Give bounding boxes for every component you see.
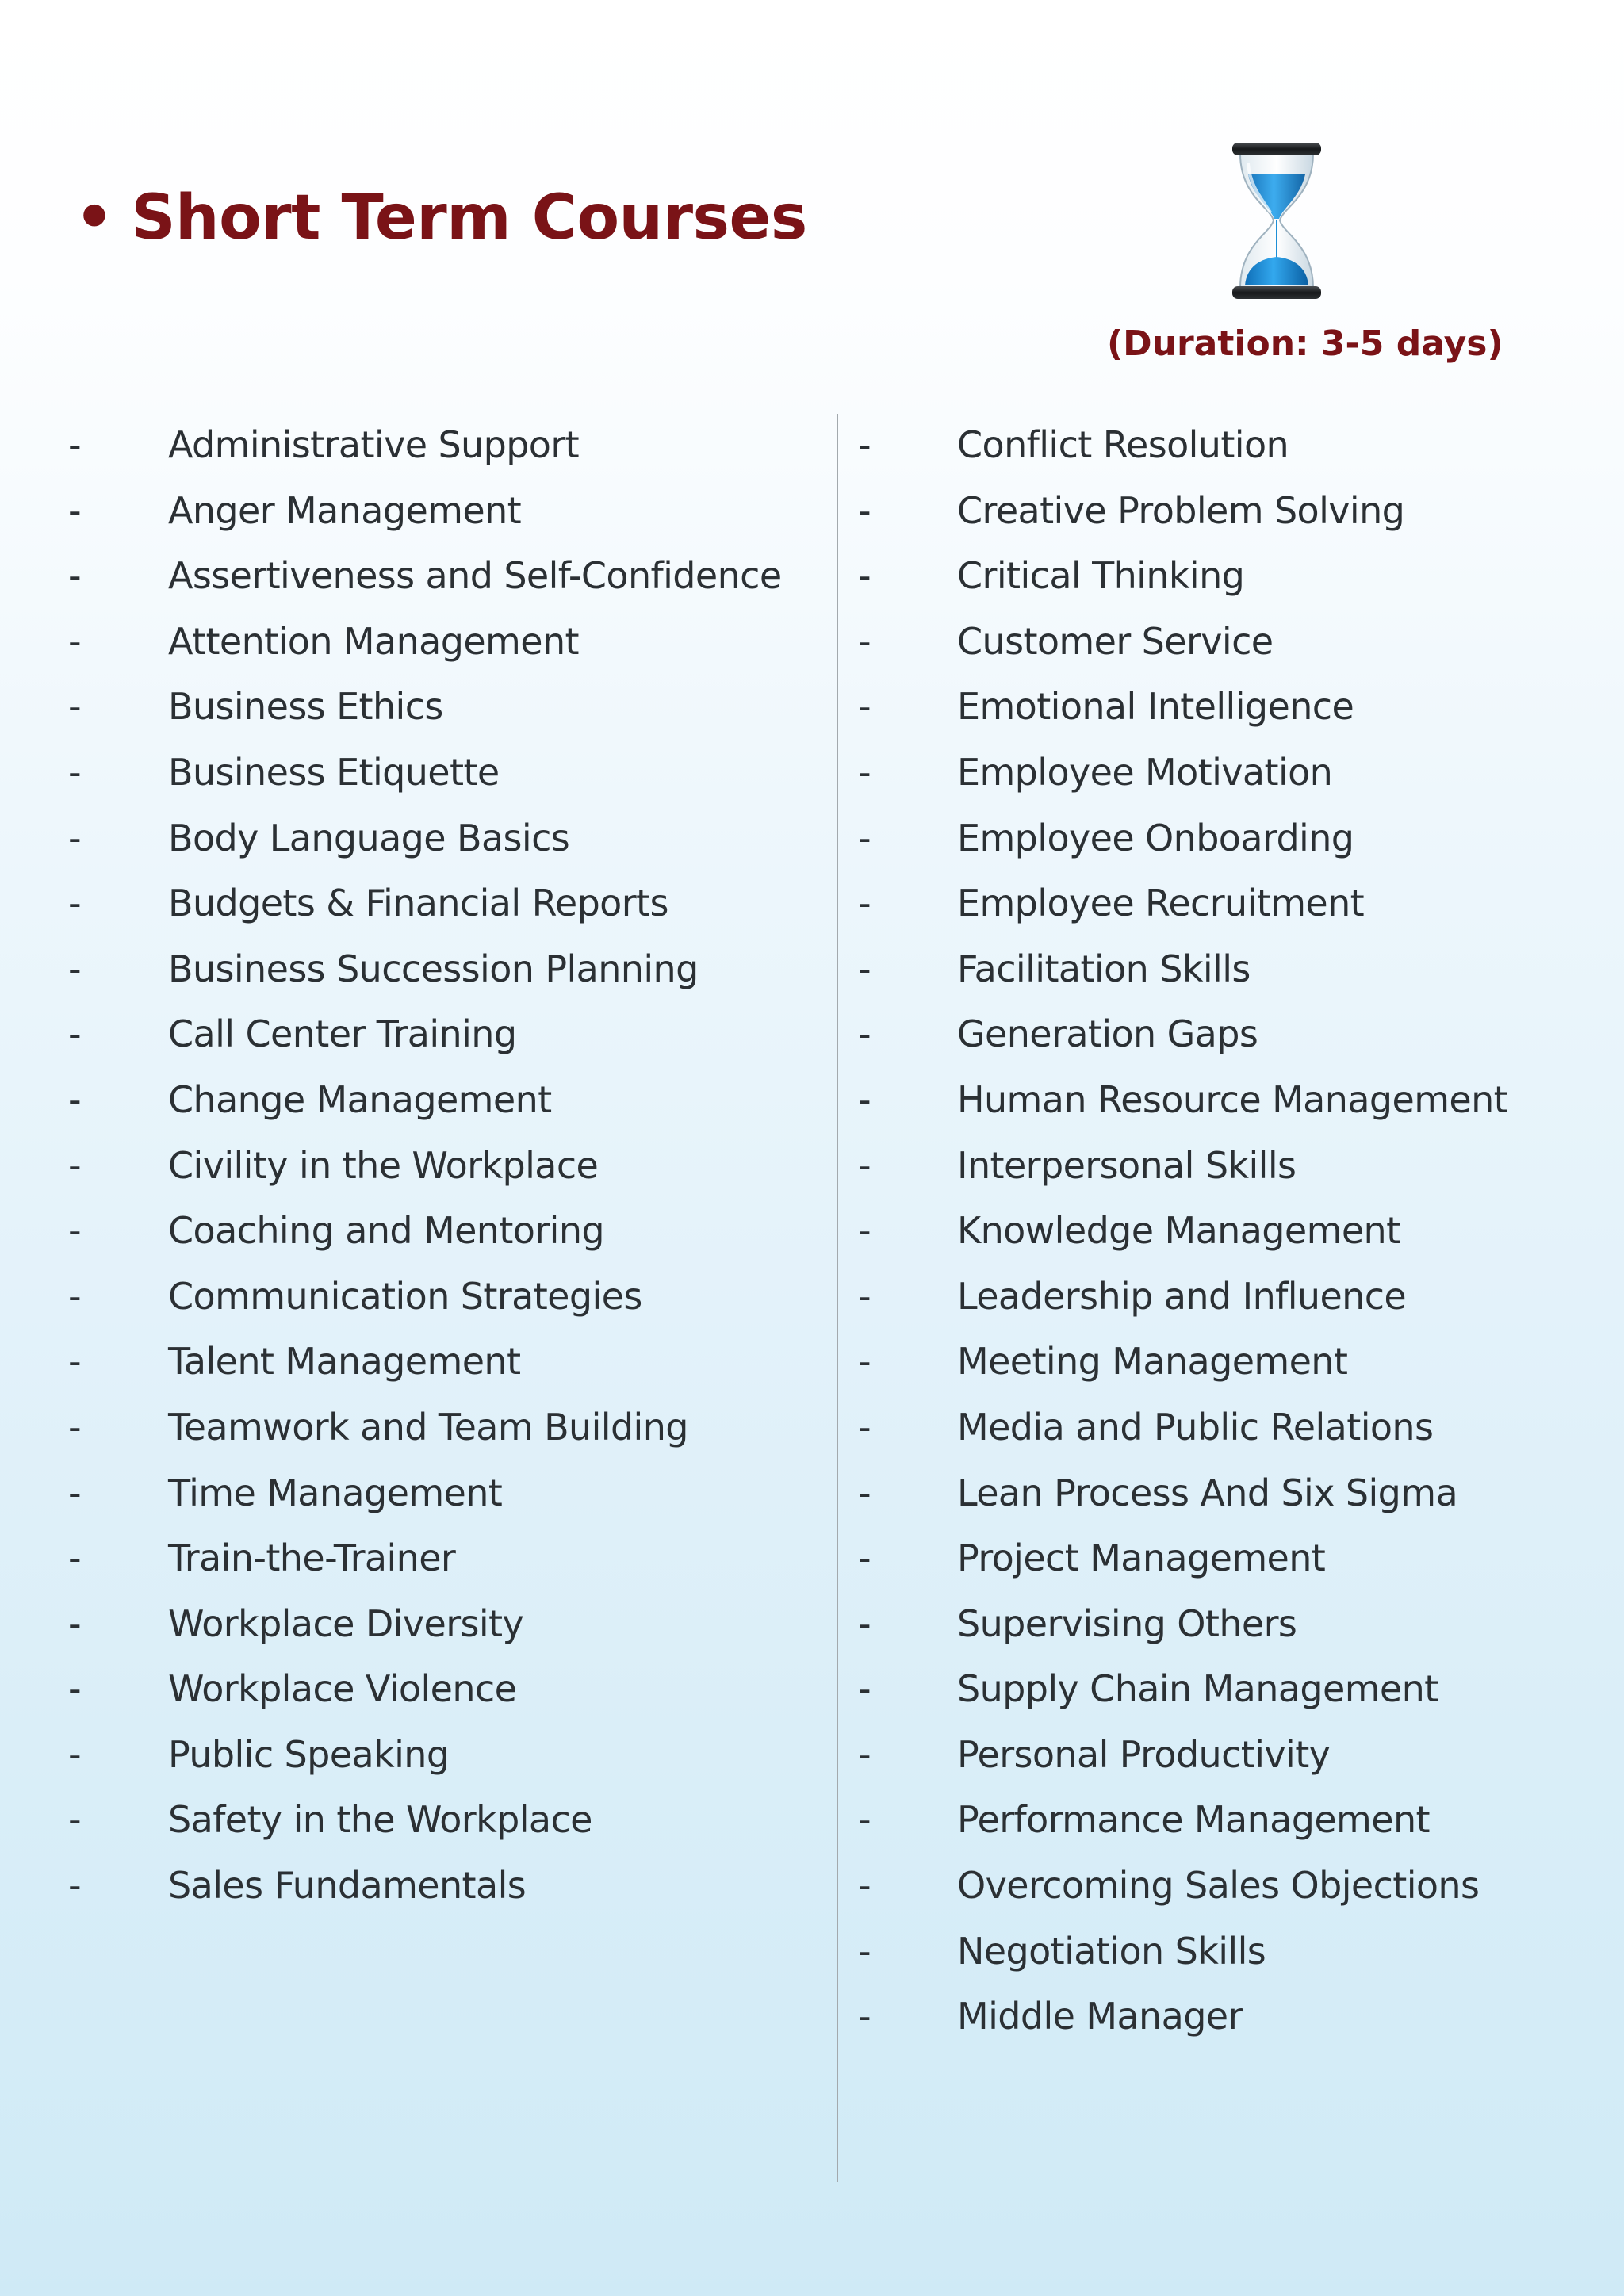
list-dash: - [858, 1667, 871, 1711]
course-item [0, 1660, 833, 1726]
course-label: Lean Process And Six Sigma [957, 1471, 1458, 1514]
course-item [848, 940, 1624, 1006]
course-label: Negotiation Skills [957, 1929, 1266, 1973]
course-label: Performance Management [957, 1798, 1430, 1842]
list-dash: - [858, 1209, 871, 1253]
list-dash: - [68, 1340, 82, 1383]
course-item [0, 1268, 833, 1334]
list-dash: - [858, 1929, 871, 1973]
list-dash: - [858, 1995, 871, 2038]
course-item [0, 744, 833, 809]
course-item [0, 547, 833, 613]
course-item [848, 809, 1624, 875]
course-item [848, 1791, 1624, 1857]
course-item [0, 678, 833, 744]
course-label: Anger Management [168, 488, 522, 532]
course-label: Call Center Training [168, 1012, 517, 1056]
course-item [848, 482, 1624, 548]
list-dash: - [858, 1012, 871, 1056]
course-label: Customer Service [957, 619, 1274, 663]
course-label: Sales Fundamentals [168, 1864, 527, 1908]
course-item [0, 874, 833, 940]
list-dash: - [68, 1012, 82, 1056]
course-label: Talent Management [168, 1340, 521, 1383]
course-label: Interpersonal Skills [957, 1143, 1297, 1187]
course-label: Human Resource Management [957, 1077, 1508, 1121]
list-dash: - [858, 1274, 871, 1318]
list-dash: - [68, 1274, 82, 1318]
course-label: Safety in the Workplace [168, 1798, 592, 1842]
list-dash: - [68, 1405, 82, 1448]
course-item [0, 1202, 833, 1268]
course-label: Administrative Support [168, 423, 580, 466]
course-item [0, 1399, 833, 1464]
course-item [0, 482, 833, 548]
course-label: Emotional Intelligence [957, 685, 1354, 729]
list-dash: - [68, 1209, 82, 1253]
course-item [0, 1005, 833, 1071]
title-bullet: • [75, 182, 114, 254]
course-label: Business Succession Planning [168, 947, 699, 990]
course-label: Workplace Violence [168, 1667, 517, 1711]
list-dash: - [858, 750, 871, 794]
course-label: Change Management [168, 1077, 552, 1121]
course-label: Knowledge Management [957, 1209, 1400, 1253]
list-dash: - [68, 1536, 82, 1580]
course-label: Public Speaking [168, 1732, 450, 1776]
course-label: Attention Management [168, 619, 579, 663]
list-dash: - [858, 1864, 871, 1908]
list-dash: - [68, 882, 82, 925]
course-item [848, 1464, 1624, 1530]
course-item [0, 940, 833, 1006]
course-label: Civility in the Workplace [168, 1143, 599, 1187]
course-item [848, 1857, 1624, 1923]
duration-label: (Duration: 3-5 days) [1107, 323, 1503, 364]
course-label: Business Ethics [168, 685, 443, 729]
course-item [848, 613, 1624, 679]
list-dash: - [858, 1601, 871, 1645]
course-label: Assertiveness and Self-Confidence [168, 554, 782, 598]
course-label: Communication Strategies [168, 1274, 642, 1318]
course-label: Overcoming Sales Objections [957, 1864, 1480, 1908]
left-course-list [0, 416, 833, 1923]
course-label: Middle Manager [957, 1995, 1243, 2038]
course-item [848, 744, 1624, 809]
list-dash: - [858, 1471, 871, 1514]
list-dash: - [68, 1143, 82, 1187]
course-label: Conflict Resolution [957, 423, 1289, 466]
list-dash: - [68, 685, 82, 729]
list-dash: - [858, 554, 871, 598]
course-item [0, 613, 833, 679]
course-item [848, 1268, 1624, 1334]
course-item [848, 1137, 1624, 1203]
list-dash: - [858, 685, 871, 729]
list-dash: - [68, 1864, 82, 1908]
course-item [848, 1660, 1624, 1726]
course-item [0, 809, 833, 875]
list-dash: - [858, 423, 871, 466]
list-dash: - [858, 1077, 871, 1121]
list-dash: - [68, 1471, 82, 1514]
course-label: Employee Onboarding [957, 816, 1354, 859]
course-item [848, 1399, 1624, 1464]
list-dash: - [68, 1601, 82, 1645]
course-item [848, 1333, 1624, 1399]
list-dash: - [68, 1667, 82, 1711]
list-dash: - [858, 947, 871, 990]
course-label: Employee Recruitment [957, 882, 1365, 925]
list-dash: - [858, 619, 871, 663]
course-item [848, 678, 1624, 744]
course-item [848, 416, 1624, 482]
list-dash: - [858, 488, 871, 532]
course-label: Coaching and Mentoring [168, 1209, 604, 1253]
course-label: Creative Problem Solving [957, 488, 1405, 532]
course-item [848, 1529, 1624, 1595]
course-label: Body Language Basics [168, 816, 570, 859]
course-label: Critical Thinking [957, 554, 1245, 598]
course-item [848, 1595, 1624, 1661]
course-label: Budgets & Financial Reports [168, 882, 668, 925]
course-item [848, 1726, 1624, 1792]
course-label: Meeting Management [957, 1340, 1348, 1383]
course-item [848, 1923, 1624, 1988]
list-dash: - [68, 423, 82, 466]
course-item [848, 1071, 1624, 1137]
page-title [75, 182, 807, 254]
right-course-list [848, 416, 1624, 2053]
list-dash: - [68, 816, 82, 859]
list-dash: - [68, 947, 82, 990]
course-item [848, 1988, 1624, 2053]
hourglass-icon [1229, 140, 1324, 302]
course-item [0, 1333, 833, 1399]
list-dash: - [68, 619, 82, 663]
list-dash: - [858, 816, 871, 859]
list-dash: - [858, 1405, 871, 1448]
course-item [0, 1791, 833, 1857]
list-dash: - [68, 1798, 82, 1842]
course-item [0, 1529, 833, 1595]
column-divider [837, 414, 838, 2182]
course-label: Media and Public Relations [957, 1405, 1434, 1448]
list-dash: - [68, 488, 82, 532]
course-item [848, 1202, 1624, 1268]
course-item [0, 416, 833, 482]
course-label: Personal Productivity [957, 1732, 1331, 1776]
list-dash: - [858, 1143, 871, 1187]
course-label: Project Management [957, 1536, 1326, 1580]
list-dash: - [858, 1798, 871, 1842]
course-label: Teamwork and Team Building [168, 1405, 688, 1448]
list-dash: - [68, 1732, 82, 1776]
course-label: Workplace Diversity [168, 1601, 524, 1645]
title-text: Short Term Courses [131, 182, 807, 254]
course-label: Leadership and Influence [957, 1274, 1407, 1318]
list-dash: - [858, 1536, 871, 1580]
course-label: Facilitation Skills [957, 947, 1251, 990]
list-dash: - [68, 1077, 82, 1121]
course-item [848, 1005, 1624, 1071]
list-dash: - [858, 1732, 871, 1776]
course-label: Supervising Others [957, 1601, 1297, 1645]
course-label: Generation Gaps [957, 1012, 1258, 1056]
course-item [0, 1464, 833, 1530]
course-item [0, 1137, 833, 1203]
list-dash: - [858, 882, 871, 925]
course-label: Train-the-Trainer [168, 1536, 456, 1580]
course-item [848, 874, 1624, 940]
course-label: Supply Chain Management [957, 1667, 1438, 1711]
course-label: Business Etiquette [168, 750, 500, 794]
course-label: Employee Motivation [957, 750, 1333, 794]
course-item [0, 1071, 833, 1137]
course-item [0, 1595, 833, 1661]
list-dash: - [68, 554, 82, 598]
course-item [0, 1857, 833, 1923]
course-item [848, 547, 1624, 613]
course-label: Time Management [168, 1471, 503, 1514]
list-dash: - [858, 1340, 871, 1383]
list-dash: - [68, 750, 82, 794]
course-item [0, 1726, 833, 1792]
